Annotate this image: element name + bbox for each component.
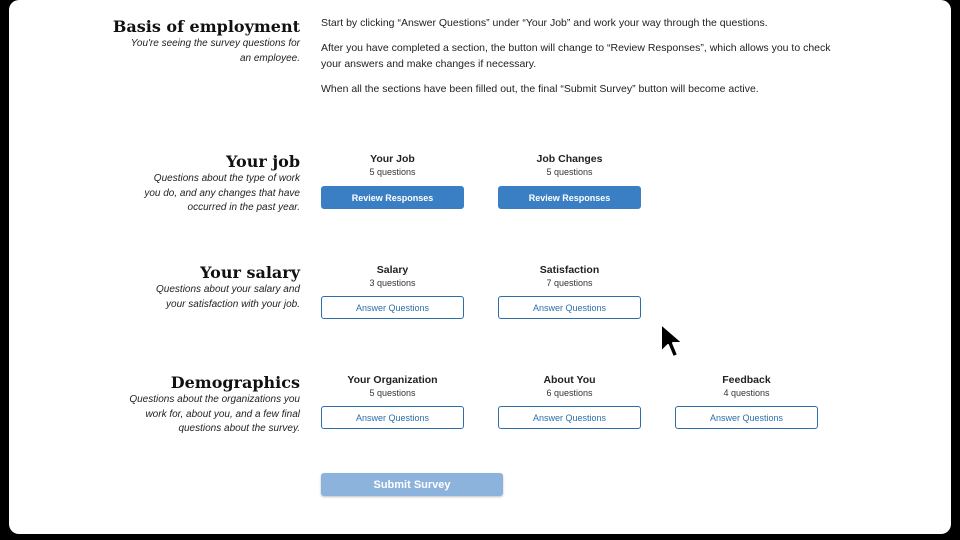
intro-subtitle: You're seeing the survey questions for an employee.: [130, 38, 300, 64]
answer-questions-your-organization-button[interactable]: Answer Questions: [321, 406, 464, 429]
intro-instructions: [321, 15, 831, 97]
card-job-changes-title: Job Changes: [536, 153, 603, 165]
review-responses-job-changes-button[interactable]: Review Responses: [498, 186, 641, 209]
card-your-job-count: 5 questions: [369, 167, 416, 177]
mouse-cursor-icon: [659, 322, 689, 360]
card-feedback-title: Feedback: [722, 374, 771, 386]
answer-questions-satisfaction-button[interactable]: Answer Questions: [498, 296, 641, 319]
section-demographics-description: Questions about the organizations you work for, about you, and a few final questions about the survey.: [129, 394, 300, 434]
intro-paragraph-1: Start by clicking “Answer Questions” under “Your Job” and work your way through the questions.: [321, 17, 768, 29]
answer-questions-salary-button[interactable]: Answer Questions: [321, 296, 464, 319]
card-about-you-title: About You: [543, 374, 596, 386]
review-responses-your-job-button[interactable]: Review Responses: [321, 186, 464, 209]
card-feedback-count: 4 questions: [723, 388, 770, 398]
card-salary-title: Salary: [376, 264, 409, 276]
submit-survey-button[interactable]: Submit Survey: [321, 473, 503, 496]
card-your-job-title: Your Job: [370, 153, 415, 165]
intro-paragraph-3: When all the sections have been filled out, the final “Submit Survey” button will become active.: [321, 83, 759, 95]
section-your-salary-title: Your salary: [200, 263, 300, 282]
section-demographics-title: Demographics: [170, 373, 300, 392]
section-your-job-title: Your job: [226, 152, 300, 171]
card-satisfaction-title: Satisfaction: [539, 264, 600, 276]
card-job-changes-count: 5 questions: [546, 167, 593, 177]
survey-page: [9, 0, 951, 534]
card-your-organization-title: Your Organization: [347, 374, 438, 386]
section-your-job-description: Questions about the type of work you do, and any changes that have occurred in the past year.: [144, 173, 300, 213]
card-your-organization-count: 5 questions: [369, 388, 416, 398]
answer-questions-feedback-button[interactable]: Answer Questions: [675, 406, 818, 429]
intro-title: Basis of employment: [112, 17, 300, 36]
card-salary-count: 3 questions: [369, 278, 416, 288]
section-your-salary-description: Questions about your salary and your satisfaction with your job.: [156, 284, 300, 310]
card-about-you-count: 6 questions: [546, 388, 593, 398]
intro-paragraph-2: After you have completed a section, the button will change to “Review Responses”, which allows you to check your answers and make changes if necessary.: [321, 42, 831, 70]
answer-questions-about-you-button[interactable]: Answer Questions: [498, 406, 641, 429]
card-satisfaction-count: 7 questions: [546, 278, 593, 288]
